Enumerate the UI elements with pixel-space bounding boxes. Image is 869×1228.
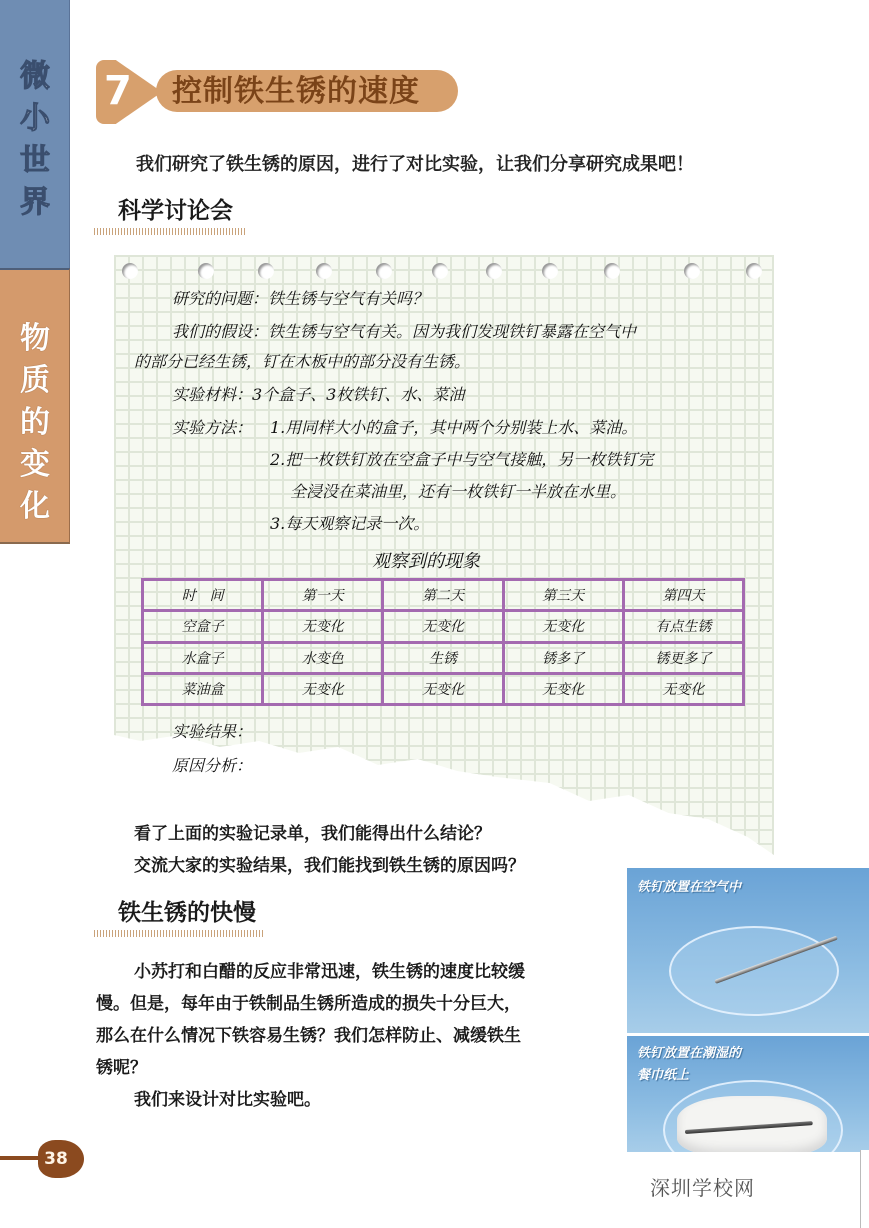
hypothesis-line-1: 我们的假设：铁生锈与空气有关。因为我们发现铁钉暴露在空气中: [172, 322, 637, 341]
table-cell: 无变化: [263, 611, 383, 642]
binder-hole-icon: [122, 263, 138, 279]
table-header-cell: 第一天: [263, 580, 383, 611]
binder-hole-icon: [376, 263, 392, 279]
closing-line: 我们来设计对比实验吧。: [134, 1090, 321, 1110]
sidebar-char: 变: [20, 447, 50, 482]
table-cell: 无变化: [623, 673, 743, 704]
binder-hole-icon: [542, 263, 558, 279]
binder-hole-icon: [684, 263, 700, 279]
photo-nail-in-air: [627, 868, 869, 1033]
photo-caption: 铁钉放置在潮湿的: [637, 1046, 742, 1061]
petri-dish: [669, 926, 839, 1016]
table-cell: 生锈: [383, 642, 503, 673]
paragraph-line-3: 那么在什么情况下铁容易生锈？我们怎样防止、减缓铁生: [96, 1026, 521, 1046]
binder-hole-icon: [198, 263, 214, 279]
sidebar-char: 的: [20, 405, 50, 440]
question-2: 交流大家的实验结果，我们能找到铁生锈的原因吗？: [134, 856, 525, 876]
section-underline-hatch: [94, 930, 264, 937]
table-cell: 无变化: [383, 673, 503, 704]
sidebar-char: 小: [20, 101, 50, 136]
sidebar-char: 物: [20, 321, 50, 356]
table-cell: 无变化: [383, 611, 503, 642]
result-label: 实验结果：: [172, 722, 253, 741]
binder-hole-icon: [258, 263, 274, 279]
method-step-2-cont: 全浸没在菜油里，还有一枚铁钉一半放在水里。: [290, 482, 627, 501]
binder-hole-icon: [432, 263, 448, 279]
method-step-3: 3.每天观察记录一次。: [270, 514, 430, 533]
sidebar-label-matter-change: [0, 318, 70, 528]
table-cell: 空盒子: [143, 611, 263, 642]
research-question: 研究的问题：铁生锈与空气有关吗？: [172, 289, 429, 308]
observation-table: [141, 578, 745, 706]
table-title: 观察到的现象: [372, 551, 480, 572]
sidebar-char: 界: [20, 185, 50, 220]
table-cell: 锈更多了: [623, 642, 743, 673]
table-cell: 菜油盒: [143, 673, 263, 704]
sidebar-label-micro-world: [0, 56, 70, 224]
sidebar-char: 化: [20, 489, 50, 524]
sidebar-char: 微: [20, 59, 50, 94]
section-title-rust-speed: 铁生锈的快慢: [118, 900, 256, 926]
table-cell: 水盒子: [143, 642, 263, 673]
sidebar-char: 质: [20, 363, 50, 398]
lesson-title: 控制铁生锈的速度: [172, 74, 420, 109]
table-cell: 无变化: [503, 611, 623, 642]
section-underline-hatch: [94, 228, 246, 235]
table-cell: 无变化: [263, 673, 383, 704]
table-cell: 锈多了: [503, 642, 623, 673]
binder-hole-icon: [746, 263, 762, 279]
table-header-cell: 第二天: [383, 580, 503, 611]
table-cell: 无变化: [503, 673, 623, 704]
page-edge: [860, 1150, 869, 1228]
binder-hole-icon: [316, 263, 332, 279]
paragraph-line-4: 锈呢？: [96, 1058, 147, 1078]
photo-nail-on-wet-tissue: [627, 1036, 869, 1152]
paragraph-line-2: 慢。但是，每年由于铁制品生锈所造成的损失十分巨大，: [96, 994, 521, 1014]
sidebar-char: 世: [20, 143, 50, 178]
table-cell: 有点生锈: [623, 611, 743, 642]
table-header-cell: 时 间: [143, 580, 263, 611]
method-step-2: 2.把一枚铁钉放在空盒子中与空气接触，另一枚铁钉完: [270, 450, 654, 469]
materials: 实验材料：3个盒子、3枚铁钉、水、菜油: [172, 385, 465, 404]
page-number: 38: [44, 1149, 68, 1169]
binder-hole-icon: [486, 263, 502, 279]
lesson-number: 7: [104, 68, 132, 114]
intro-text: 我们研究了铁生锈的原因，进行了对比实验，让我们分享研究成果吧！: [136, 154, 694, 175]
method-step-1: 1.用同样大小的盒子，其中两个分别装上水、菜油。: [270, 418, 638, 437]
hypothesis-line-2: 的部分已经生锈，钉在木板中的部分没有生锈。: [134, 352, 471, 371]
table-cell: 水变色: [263, 642, 383, 673]
photo-caption: 铁钉放置在空气中: [637, 880, 742, 895]
table-row: [143, 673, 744, 704]
analysis-label: 原因分析：: [172, 756, 253, 775]
method-label: 实验方法：: [172, 418, 253, 437]
watermark: 深圳学校网: [650, 1176, 755, 1200]
question-1: 看了上面的实验记录单，我们能得出什么结论？: [134, 824, 491, 844]
table-header-cell: 第三天: [503, 580, 623, 611]
table-row: [143, 611, 744, 642]
page-number-line: [0, 1156, 42, 1160]
table-header-row: [143, 580, 744, 611]
table-row: [143, 642, 744, 673]
table-header-cell: 第四天: [623, 580, 743, 611]
section-title-science-discussion: 科学讨论会: [118, 198, 233, 224]
binder-hole-icon: [604, 263, 620, 279]
photo-caption: 餐巾纸上: [637, 1068, 690, 1083]
paragraph-line-1: 小苏打和白醋的反应非常迅速，铁生锈的速度比较缓: [134, 962, 525, 982]
